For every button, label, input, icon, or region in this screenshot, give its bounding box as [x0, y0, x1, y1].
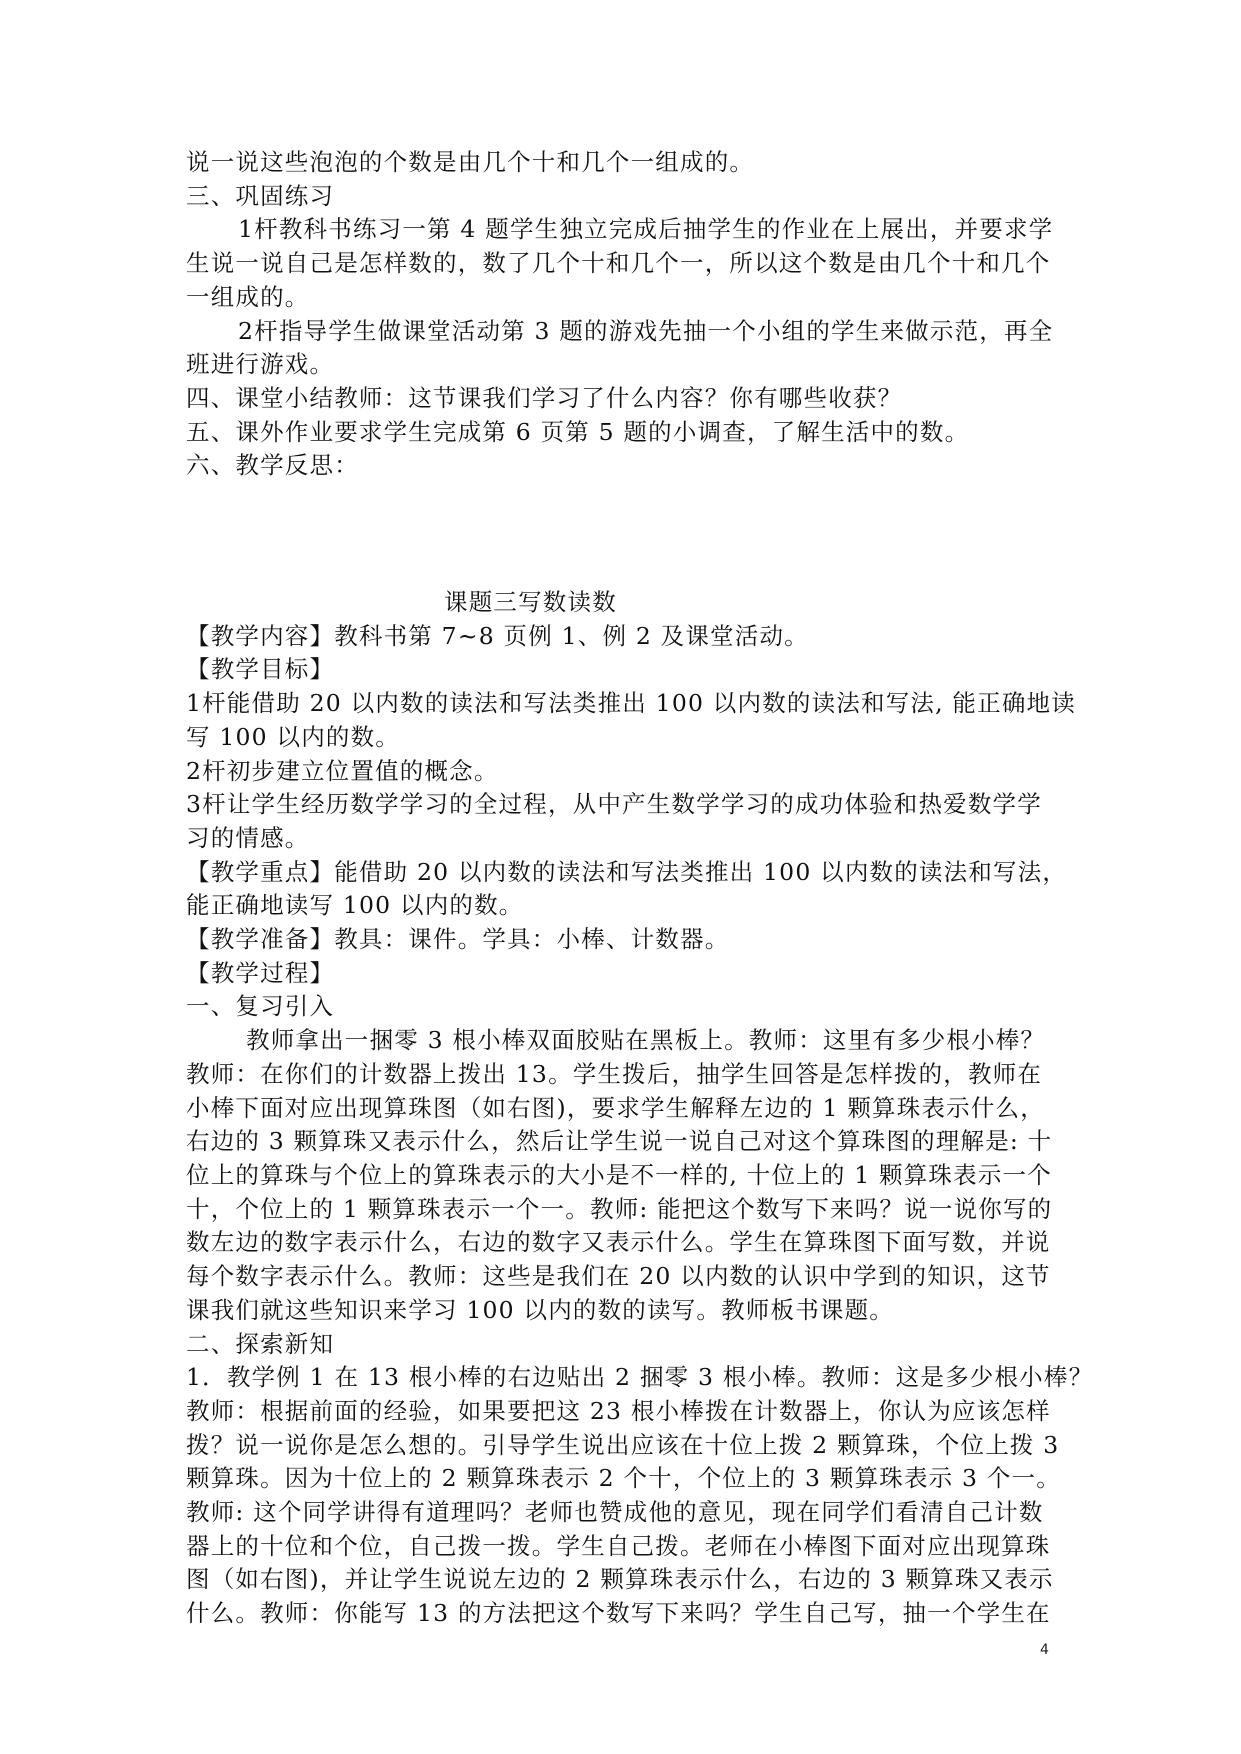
text-line: 每个数字表示什么。教师：这些是我们在 20 以内数的认识中学到的知识，这节	[186, 1262, 1051, 1291]
text-line: 习的情感。	[186, 823, 310, 852]
text-line: 2杆指导学生做课堂活动第 3 题的游戏先抽一个小组的学生来做示范，再全	[238, 316, 1054, 345]
text-line: 图（如右图)，并让学生说说左边的 2 颗算珠表示什么，右边的 3 颗算珠又表示	[186, 1565, 1054, 1594]
text-line: 教师：在你们的计数器上拨出 13。学生拨后，抽学生回答是怎样拨的，教师在	[186, 1059, 1043, 1088]
text-line: 拨？说一说你是怎么想的。引导学生说出应该在十位上拨 2 颗算珠，个位上拨 3	[186, 1430, 1060, 1459]
text-line: 【教学重点】能借助 20 以内数的读法和写法类推出 100 以内数的读法和写法，	[186, 857, 1068, 886]
page-number: 4	[1040, 1642, 1049, 1658]
text-line: 六、教学反思：	[186, 451, 359, 480]
spacer	[186, 483, 1066, 586]
text-line: 什么。教师：你能写 13 的方法把这个数写下来吗？学生自己写，抽一个学生在	[186, 1599, 1051, 1628]
text-line: 位上的算珠与个位上的算珠表示的大小是不一样的, 十位上的 1 颗算珠表示一个	[186, 1160, 1052, 1189]
lesson-title: 课题三写数读数	[444, 588, 617, 617]
text-line: 1杆教科书练习一第 4 题学生独立完成后抽学生的作业在上展出，并要求学	[238, 215, 1054, 244]
document-page	[186, 146, 1094, 1631]
text-line: 五、课外作业要求学生完成第 6 页第 5 题的小调查，了解生活中的数。	[186, 417, 970, 446]
text-line: 三、巩固练习	[186, 181, 335, 210]
text-line: 十，个位上的 1 颗算珠表示一个一。教师: 能把这个数写下来吗？说一说你写的	[186, 1194, 1053, 1223]
text-line: 四、课堂小结教师：这节课我们学习了什么内容？你有哪些收获？	[186, 383, 903, 412]
text-line: 3杆让学生经历数学学习的全过程，从中产生数学学习的成功体验和热爱数学学	[186, 790, 1042, 819]
text-line: 写 100 以内的数。	[186, 722, 400, 751]
text-line: 【教学准备】教具：课件。学具：小棒、计数器。	[186, 925, 730, 954]
section-a	[186, 146, 1066, 483]
text-line: 小棒下面对应出现算珠图（如右图)，要求学生解释左边的 1 颗算珠表示什么，	[186, 1093, 1045, 1122]
section-b	[186, 620, 1094, 1631]
text-line: 【教学内容】教科书第 7~8 页例 1、例 2 及课堂活动。	[186, 621, 809, 650]
text-line: 器上的十位和个位，自己拨一拨。学生自己拨。老师在小棒图下面对应出现算珠	[186, 1531, 1051, 1560]
text-line: 右边的 3 颗算珠又表示什么，然后让学生说一说自己对这个算珠图的理解是: 十	[186, 1127, 1053, 1156]
text-line: 二、探索新知	[186, 1329, 335, 1358]
text-line: 教师: 这个同学讲得有道理吗？老师也赞成他的意见，现在同学们看清自己计数	[186, 1498, 1044, 1527]
text-line: 说一说这些泡泡的个数是由几个十和几个一组成的。	[186, 148, 755, 176]
text-line: 一、复习引入	[186, 992, 335, 1021]
text-line: 一组成的。	[186, 282, 310, 311]
text-line: 1．教学例 1 在 13 根小棒的右边贴出 2 捆零 3 根小棒。教师：这是多少根小棒？	[186, 1363, 1094, 1392]
text-line: 数左边的数字表示什么，右边的数字又表示什么。学生在算珠图下面写数，并说	[186, 1228, 1051, 1257]
text-line: 课我们就这些知识来学习 100 以内的数的读写。教师板书课题。	[186, 1295, 894, 1324]
text-line: 生说一说自己是怎样数的，数了几个十和几个一，所以这个数是由几个十和几个	[186, 249, 1051, 278]
text-line: 【教学过程】	[186, 958, 335, 987]
text-line: 1杆能借助 20 以内数的读法和写法类推出 100 以内数的读法和写法, 能正确地读	[186, 689, 1076, 718]
text-line: 颗算珠。因为十位上的 2 颗算珠表示 2 个十，个位上的 3 颗算珠表示 3 个一。	[186, 1464, 1061, 1493]
text-line: 能正确地读写 100 以内的数。	[186, 891, 524, 920]
text-line: 教师拿出一捆零 3 根小棒双面胶贴在黑板上。教师：这里有多少根小棒？	[246, 1026, 1046, 1055]
text-line: 2杆初步建立位置值的概念。	[186, 756, 499, 785]
text-line: 【教学目标】	[186, 655, 335, 684]
text-line: 教师：根据前面的经验，如果要把这 23 根小棒拨在计数器上，你认为应该怎样	[186, 1396, 1051, 1425]
text-line: 班进行游戏。	[186, 350, 335, 379]
